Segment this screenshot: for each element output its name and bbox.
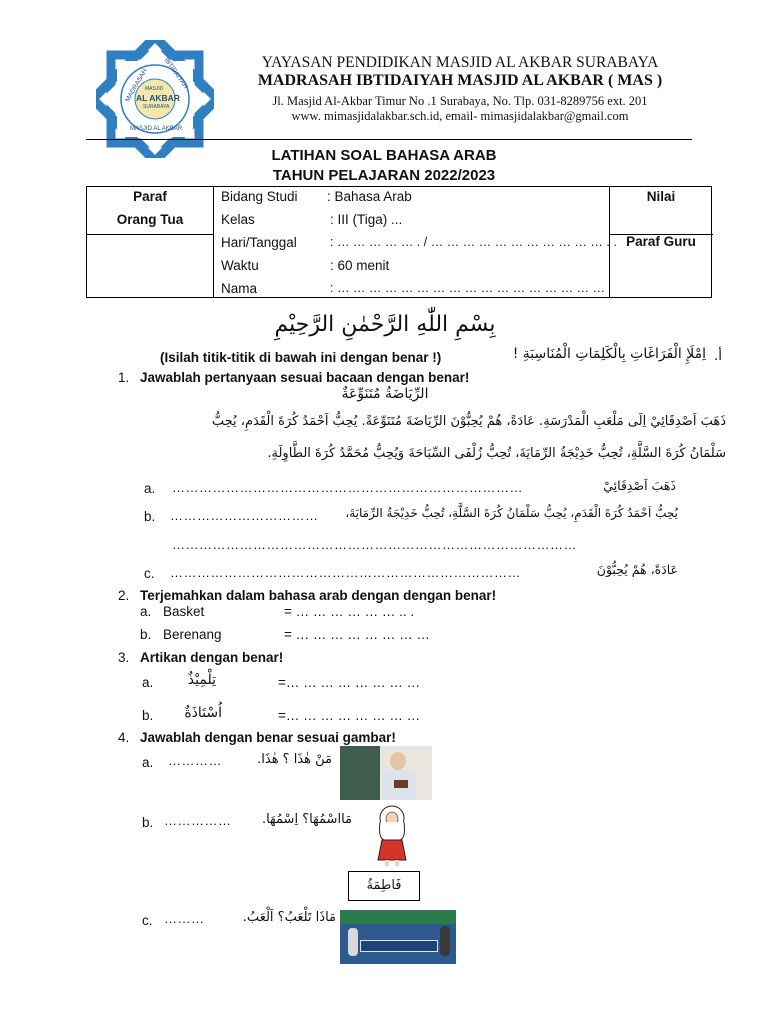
nilai-label: Nilai — [646, 189, 676, 204]
logo-ring-text-bottom: MASJID AL AKBAR — [130, 126, 183, 132]
logo-ring-text-left: MADRASAH — [124, 67, 149, 104]
info-label-bidang-studi: Bidang Studi — [221, 189, 298, 204]
q4-c-answer[interactable]: ……… — [164, 911, 205, 926]
logo-ring-text-right: IBTIDAIYAH — [162, 56, 189, 91]
table-tennis-picture — [340, 910, 456, 964]
school-name: MADRASAH IBTIDAIYAH MASJID AL AKBAR ( MAS ) — [257, 72, 663, 89]
teacher-book — [394, 780, 408, 788]
name-box: فَاطِمَةُ — [348, 871, 420, 901]
q2-b-word: Berenang — [163, 627, 222, 642]
q3-b-label: b. — [142, 708, 154, 723]
table-divider — [87, 234, 213, 235]
q4-a-answer[interactable]: ………… — [168, 753, 222, 768]
paraf-label: Paraf — [133, 189, 167, 204]
q1-number: 1. — [118, 370, 130, 385]
q3-number: 3. — [118, 650, 130, 665]
q4-c-prompt: مَاذَا تَلْعَبُ؟ اَلْعَبُ. — [242, 910, 336, 925]
q4-b-answer[interactable]: …………… — [164, 813, 232, 828]
info-label-kelas: Kelas — [221, 212, 255, 227]
logo-center-sub: SURABAYA — [143, 104, 170, 110]
q1-b-prompt: يُحِبُّ اَحْمَدُ كُرَةَ الْقَدَمِ، يُحِبُّ سَلْمَانُ كُرَةَ السَّلَّةِ، تُحِبُّ خَدِيْجَةُ الرِّمَايَةَ، — [345, 506, 678, 520]
q3-a-label: a. — [142, 675, 154, 690]
q1-c-label: c. — [144, 566, 155, 581]
reading-line-1: ذَهَبَ اَصْدِقَائِيْ اِلَى مَلْعَبِ الْمَدْرَسَةِ. عَادَةً، هُمْ يُحِبُّوْنَ الرِّيَاضَةَ مُتَنَوِّعَةً. يُحِبُّ اَحْمَدُ كُرَةَ الْقَدَمِ، يُحِبُّ — [211, 414, 726, 429]
q4-instruction: Jawablah dengan benar sesuai gambar! — [140, 730, 396, 745]
header-divider — [86, 139, 692, 140]
q3-b-word: اُسْتَاذَةٌ — [184, 705, 222, 721]
q1-b-answer[interactable]: …………………………… — [170, 508, 319, 523]
q2-b-label: b. — [140, 627, 152, 642]
title-line-1: LATIHAN SOAL BAHASA ARAB — [271, 147, 497, 164]
title-line-2: TAHUN PELAJARAN 2022/2023 — [272, 167, 496, 184]
q1-a-label: a. — [144, 481, 156, 496]
q4-c-label: c. — [142, 913, 153, 928]
q2-instruction: Terjemahkan dalam bahasa arab dengan dengan benar! — [140, 588, 497, 603]
girl-picture — [370, 804, 414, 868]
school-web-email: www. mimasjidalakbar.sch.id, email- mimasjidalakbar@gmail.com — [291, 109, 629, 123]
q4-a-label: a. — [142, 755, 154, 770]
q1-a-prompt: ذَهَبَ اَصْدِقَائِيْ — [603, 478, 676, 493]
q1-b-answer-continued[interactable]: ……………………………………………………………………………… — [172, 537, 577, 552]
q3-a-word: تِلْمِيْذٌ — [187, 672, 216, 688]
q2-a-label: a. — [140, 604, 152, 619]
basmalah: بِسْمِ اللّٰهِ الرَّحْمٰنِ الرَّحِيْمِ — [274, 312, 496, 337]
info-table — [86, 186, 712, 298]
info-value-bidang-studi: : Bahasa Arab — [327, 189, 412, 204]
teacher-head — [390, 752, 406, 770]
info-label-waktu: Waktu — [221, 258, 259, 273]
info-value-hari-tanggal[interactable]: : … … … … … . / … … … … … … … … … … … . . — [330, 235, 617, 249]
orang-tua-label: Orang Tua — [116, 212, 184, 227]
q3-instruction: Artikan dengan benar! — [140, 650, 284, 665]
q4-number: 4. — [118, 730, 130, 745]
foundation-name: YAYASAN PENDIDIKAN MASJID AL AKBAR SURABAYA — [261, 54, 659, 71]
reading-line-2: سَلْمَانُ كُرَةَ السَّلَّةِ، تُحِبُّ خَدِيْجَةُ الرِّمَايَةَ، تُحِبُّ زُلْفَى السِّبَاحَةَ وَيُحِبُّ مُحَمَّدُ كُرَةَ الطَّاوِلَةِ. — [267, 446, 726, 461]
q2-number: 2. — [118, 588, 130, 603]
q1-a-answer[interactable]: …………………………………………………………………… — [172, 480, 523, 495]
info-label-nama: Nama — [221, 281, 258, 296]
q2-a-answer[interactable]: = … … … … … … .. . — [284, 604, 415, 619]
section-letter: أ. — [714, 348, 723, 364]
q4-b-prompt: مَااسْمُهَا؟ اِسْمُهَا. — [261, 812, 352, 827]
info-value-waktu: : 60 menit — [330, 258, 390, 273]
reading-title: الرِّيَاضَةُ مُتَنَوِّعَةٌ — [341, 386, 429, 402]
info-value-kelas: : III (Tiga) ... — [330, 212, 403, 227]
q4-b-label: b. — [142, 815, 154, 830]
tennis-table — [360, 940, 438, 952]
logo-center-main: AL AKBAR — [136, 93, 180, 103]
q3-b-answer[interactable]: =… … … … … … … … — [278, 708, 421, 723]
court-banner — [340, 910, 456, 924]
info-value-nama[interactable]: : … … … … … … … … … … … … … … … … … — [330, 281, 606, 295]
teacher-picture — [340, 746, 432, 800]
q1-c-answer[interactable]: …………………………………………………………………… — [170, 565, 521, 580]
logo-center-top: MASJID — [145, 86, 164, 92]
player-left — [348, 928, 358, 956]
paraf-guru-label: Paraf Guru — [626, 234, 696, 249]
q2-b-answer[interactable]: = … … … … … … … … — [284, 627, 430, 642]
q1-b-label: b. — [144, 509, 156, 524]
q4-a-prompt: مَنْ هٰذَا ؟ هٰذَا. — [257, 752, 332, 767]
q3-a-answer[interactable]: =… … … … … … … … — [278, 675, 421, 690]
q1-instruction: Jawablah pertanyaan sesuai bacaan dengan benar! — [140, 370, 470, 385]
chalkboard — [340, 746, 380, 800]
info-label-hari-tanggal: Hari/Tanggal — [221, 235, 297, 250]
school-address: Jl. Masjid Al-Akbar Timur No .1 Surabaya, No. Tlp. 031-8289756 ext. 201 — [272, 94, 648, 108]
section-instruction-latin: (Isilah titik-titik di bawah ini dengan benar !) — [160, 350, 442, 365]
q2-a-word: Basket — [163, 604, 205, 619]
player-right — [440, 926, 450, 956]
section-instruction-arabic: اِمْلَإِ الْفَرَاغَاتِ بِالْكَلِمَاتِ الْمُنَاسِبَةِ ! — [512, 346, 706, 362]
table-divider — [213, 187, 214, 297]
school-logo — [96, 40, 214, 158]
q1-c-prompt: عَادَةً، هُمْ يُحِبُّوْنَ — [596, 562, 678, 577]
